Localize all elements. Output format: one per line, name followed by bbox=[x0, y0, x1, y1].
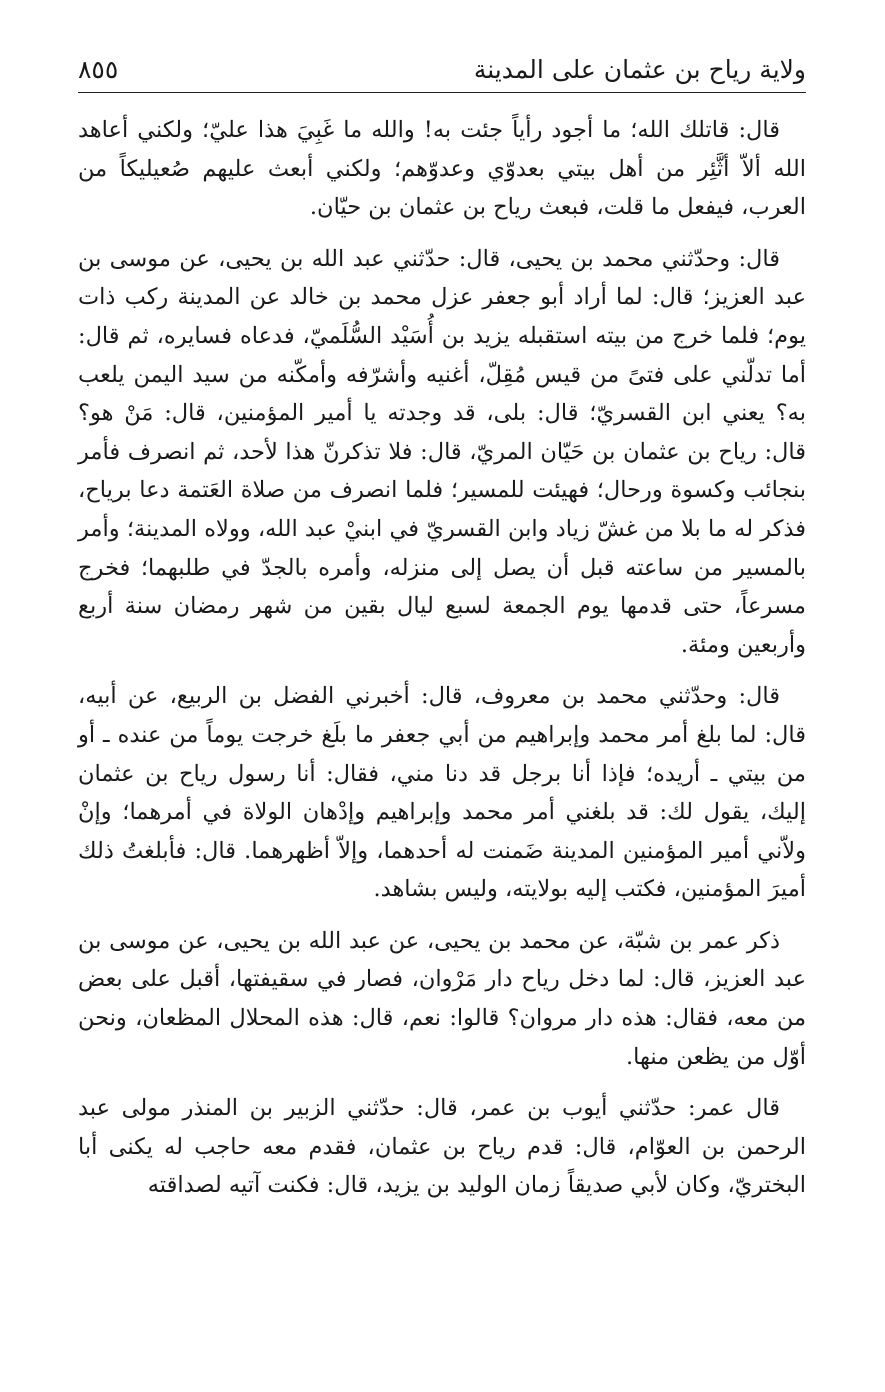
paragraph: قال: وحدّثني محمد بن يحيى، قال: حدّثني عبد الله بن يحيى، عن موسى بن عبد العزيز؛ قال: لما أراد أبو جعفر عزل محمد بن خالد عن المدينة ركب ذات يوم؛ فلما خرج من بيته استقبله يزيد بن أُسَيْد السُّلَميّ، فدعاه فسايره، ثم قال: أما تدلّني على فتىً من قيس مُقِلّ، أغنيه وأشرّفه وأمكّنه من سيد اليمن يلعب به؟ يعني ابن القسريّ؛ قال: بلى، قد وجدته يا أمير المؤمنين، قال: مَنْ هو؟ قال: رياح بن عثمان بن حَيّان المريّ، قال: فلا تذكرنّ هذا لأحد، ثم انصرف فأمر بنجائب وكسوة ورحال؛ فهيئت للمسير؛ فلما انصرف من صلاة العَتمة دعا برياح، فذكر له ما بلا من غشّ زياد وابن القسريّ في ابنيْ عبد الله، وولاه المدينة؛ وأمر بالمسير من ساعته قبل أن يصل إلى منزله، وأمره بالجدّ في طلبهما؛ فخرج مسرعاً، حتى قدمها يوم الجمعة لسبع ليال بقين من شهر رمضان سنة أربع وأربعين ومئة. bbox=[78, 245, 806, 658]
paragraph: قال: وحدّثني محمد بن معروف، قال: أخبرني الفضل بن الربيع، عن أبيه، قال: لما بلغ أمر محمد وإبراهيم من أبي جعفر ما بلَغ خرجت يوماً من عنده ـ أو من بيتي ـ أريده؛ فإذا أنا برجل قد دنا مني، فقال: أنا رسول رياح بن عثمان إليك، يقول لك: قد بلغني أمر محمد وإبراهيم وإدْهان الولاة في أمرهما؛ وإنْ ولاّني أمير المؤمنين المدينة ضَمنت له أحدهما، وإلاّ أظهرهما. قال: فأبلغتُ ذلك أميرَ المؤمنين، فكتب إليه بولايته، وليس بشاهد. bbox=[78, 683, 806, 903]
paragraph: قال: قاتلك الله؛ ما أجود رأياً جئت به! والله ما غَبِيَ هذا عليّ؛ ولكني أعاهد الله ألاّ أثَّئِر من أهل بيتي بعدوّي وعدوّهم؛ ولكني أبعث عليهم صُعيليكاً من العرب، فيفعل ما قلت، فبعث رياح بن عثمان بن حيّان. bbox=[78, 117, 806, 221]
chapter-title: ولاية رياح بن عثمان على المدينة bbox=[473, 55, 806, 84]
paragraph: قال عمر: حدّثني أيوب بن عمر، قال: حدّثني الزبير بن المنذر مولى عبد الرحمن بن العوّام، قال: قدم رياح بن عثمان، فقدم معه حاجب له يكنى أبا البختريّ، وكان لأبي صديقاً زمان الوليد بن يزيد، قال: فكنت آتيه لصداقته bbox=[78, 1095, 806, 1199]
body-text bbox=[78, 111, 806, 1205]
page-number: ٨٥٥ bbox=[78, 55, 119, 84]
running-header bbox=[78, 40, 806, 93]
paragraph: ذكر عمر بن شبّة، عن محمد بن يحيى، عن عبد الله بن يحيى، عن موسى بن عبد العزيز، قال: لما دخل رياح دار مَرْوان، فصار في سقيفتها، أقبل على بعض من معه، فقال: هذه دار مروان؟ قالوا: نعم، قال: هذه المحلال المظعان، ونحن أوّل من يظعن منها. bbox=[78, 927, 806, 1070]
book-page bbox=[78, 40, 806, 1360]
